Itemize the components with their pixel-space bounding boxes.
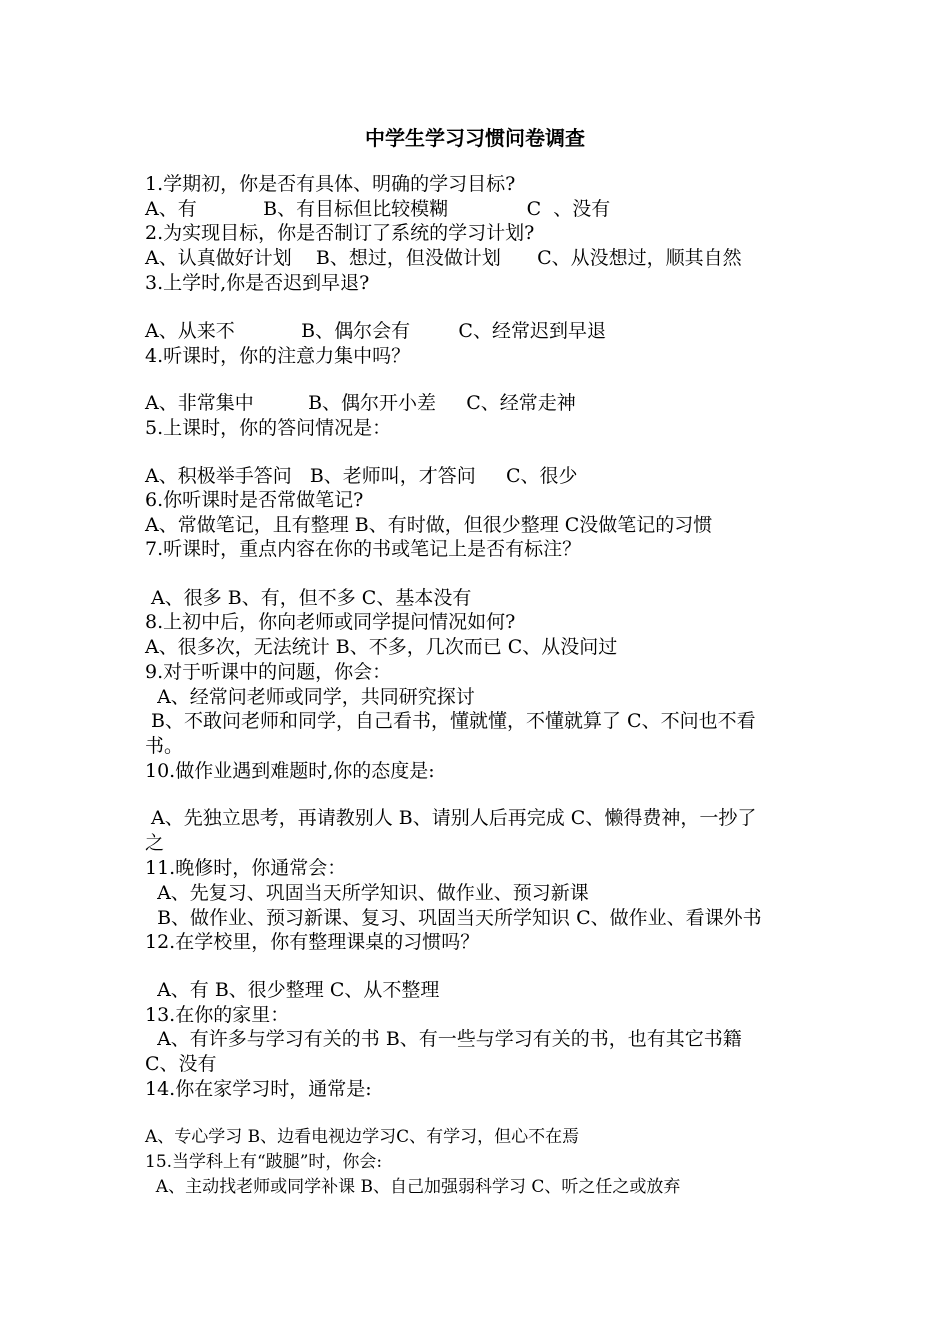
question-11-option-a: A、先复习、巩固当天所学知识、做作业、预习新课 [145, 882, 589, 904]
question-13-options-cont: C、没有 [145, 1053, 217, 1075]
question-11-option-bc: B、做作业、预习新课、复习、巩固当天所学知识 C、做作业、看课外书 [145, 907, 762, 929]
question-9: 9.对于听课中的问题，你会： [145, 661, 392, 683]
question-8: 8.上初中后，你向老师或同学提问情况如何? [145, 611, 516, 633]
question-8-options: A、很多次，无法统计 B、不多，几次而已 C、从没问过 [145, 636, 618, 658]
question-2: 2.为实现目标，你是否制订了系统的学习计划? [145, 222, 535, 244]
question-6: 6.你听课时是否常做笔记? [145, 489, 364, 511]
question-1: 1.学期初，你是否有具体、明确的学习目标? [145, 173, 516, 195]
question-13: 13.在你的家里： [145, 1004, 290, 1026]
question-3: 3.上学时,你是否迟到早退? [145, 272, 370, 294]
question-15-options: A、主动找老师或同学补课 B、自己加强弱科学习 C、听之任之或放弃 [145, 1177, 681, 1197]
question-5-options: A、积极举手答问 B、老师叫，才答问 C、很少 [145, 465, 578, 487]
question-9-option-bc: B、不敢问老师和同学，自己看书，懂就懂，不懂就算了 C、不问也不看 [145, 710, 756, 732]
question-12-options: A、有 B、很少整理 C、从不整理 [145, 979, 440, 1001]
question-3-options: A、从来不 B、偶尔会有 C、经常迟到早退 [145, 320, 606, 342]
question-4: 4.听课时，你的注意力集中吗？ [145, 345, 411, 367]
question-2-options: A、认真做好计划 B、想过，但没做计划 C、从没想过，顺其自然 [145, 247, 742, 269]
question-9-option-c-cont: 书。 [145, 735, 184, 757]
question-7: 7.听课时，重点内容在你的书或笔记上是否有标注？ [145, 538, 582, 560]
question-15: 15.当学科上有“跛腿”时，你会: [145, 1152, 383, 1172]
question-5: 5.上课时，你的答问情况是： [145, 417, 392, 439]
question-10: 10.做作业遇到难题时,你的态度是: [145, 760, 435, 782]
question-13-options: A、有许多与学习有关的书 B、有一些与学习有关的书，也有其它书籍 [145, 1028, 742, 1050]
question-1-options: A、有 B、有目标但比较模糊 C 、没有 [145, 198, 611, 220]
document-title: 中学生学习习惯问卷调查 [365, 126, 585, 150]
question-7-options: A、很多 B、有，但不多 C、基本没有 [145, 587, 472, 609]
question-10-options-cont: 之 [145, 832, 165, 854]
question-6-options: A、常做笔记，且有整理 B、有时做，但很少整理 C没做笔记的习惯 [145, 514, 713, 536]
question-9-option-a: A、经常问老师或同学，共同研究探讨 [145, 686, 475, 708]
question-14-options: A、专心学习 B、边看电视边学习C、有学习，但心不在焉 [145, 1127, 580, 1147]
question-12: 12.在学校里，你有整理课桌的习惯吗？ [145, 931, 480, 953]
question-4-options: A、非常集中 B、偶尔开小差 C、经常走神 [145, 392, 576, 414]
question-14: 14.你在家学习时，通常是: [145, 1078, 372, 1100]
question-11: 11.晚修时，你通常会： [145, 857, 347, 879]
question-10-options: A、先独立思考，再请教别人 B、请别人后再完成 C、懒得费神，一抄了 [145, 807, 757, 829]
